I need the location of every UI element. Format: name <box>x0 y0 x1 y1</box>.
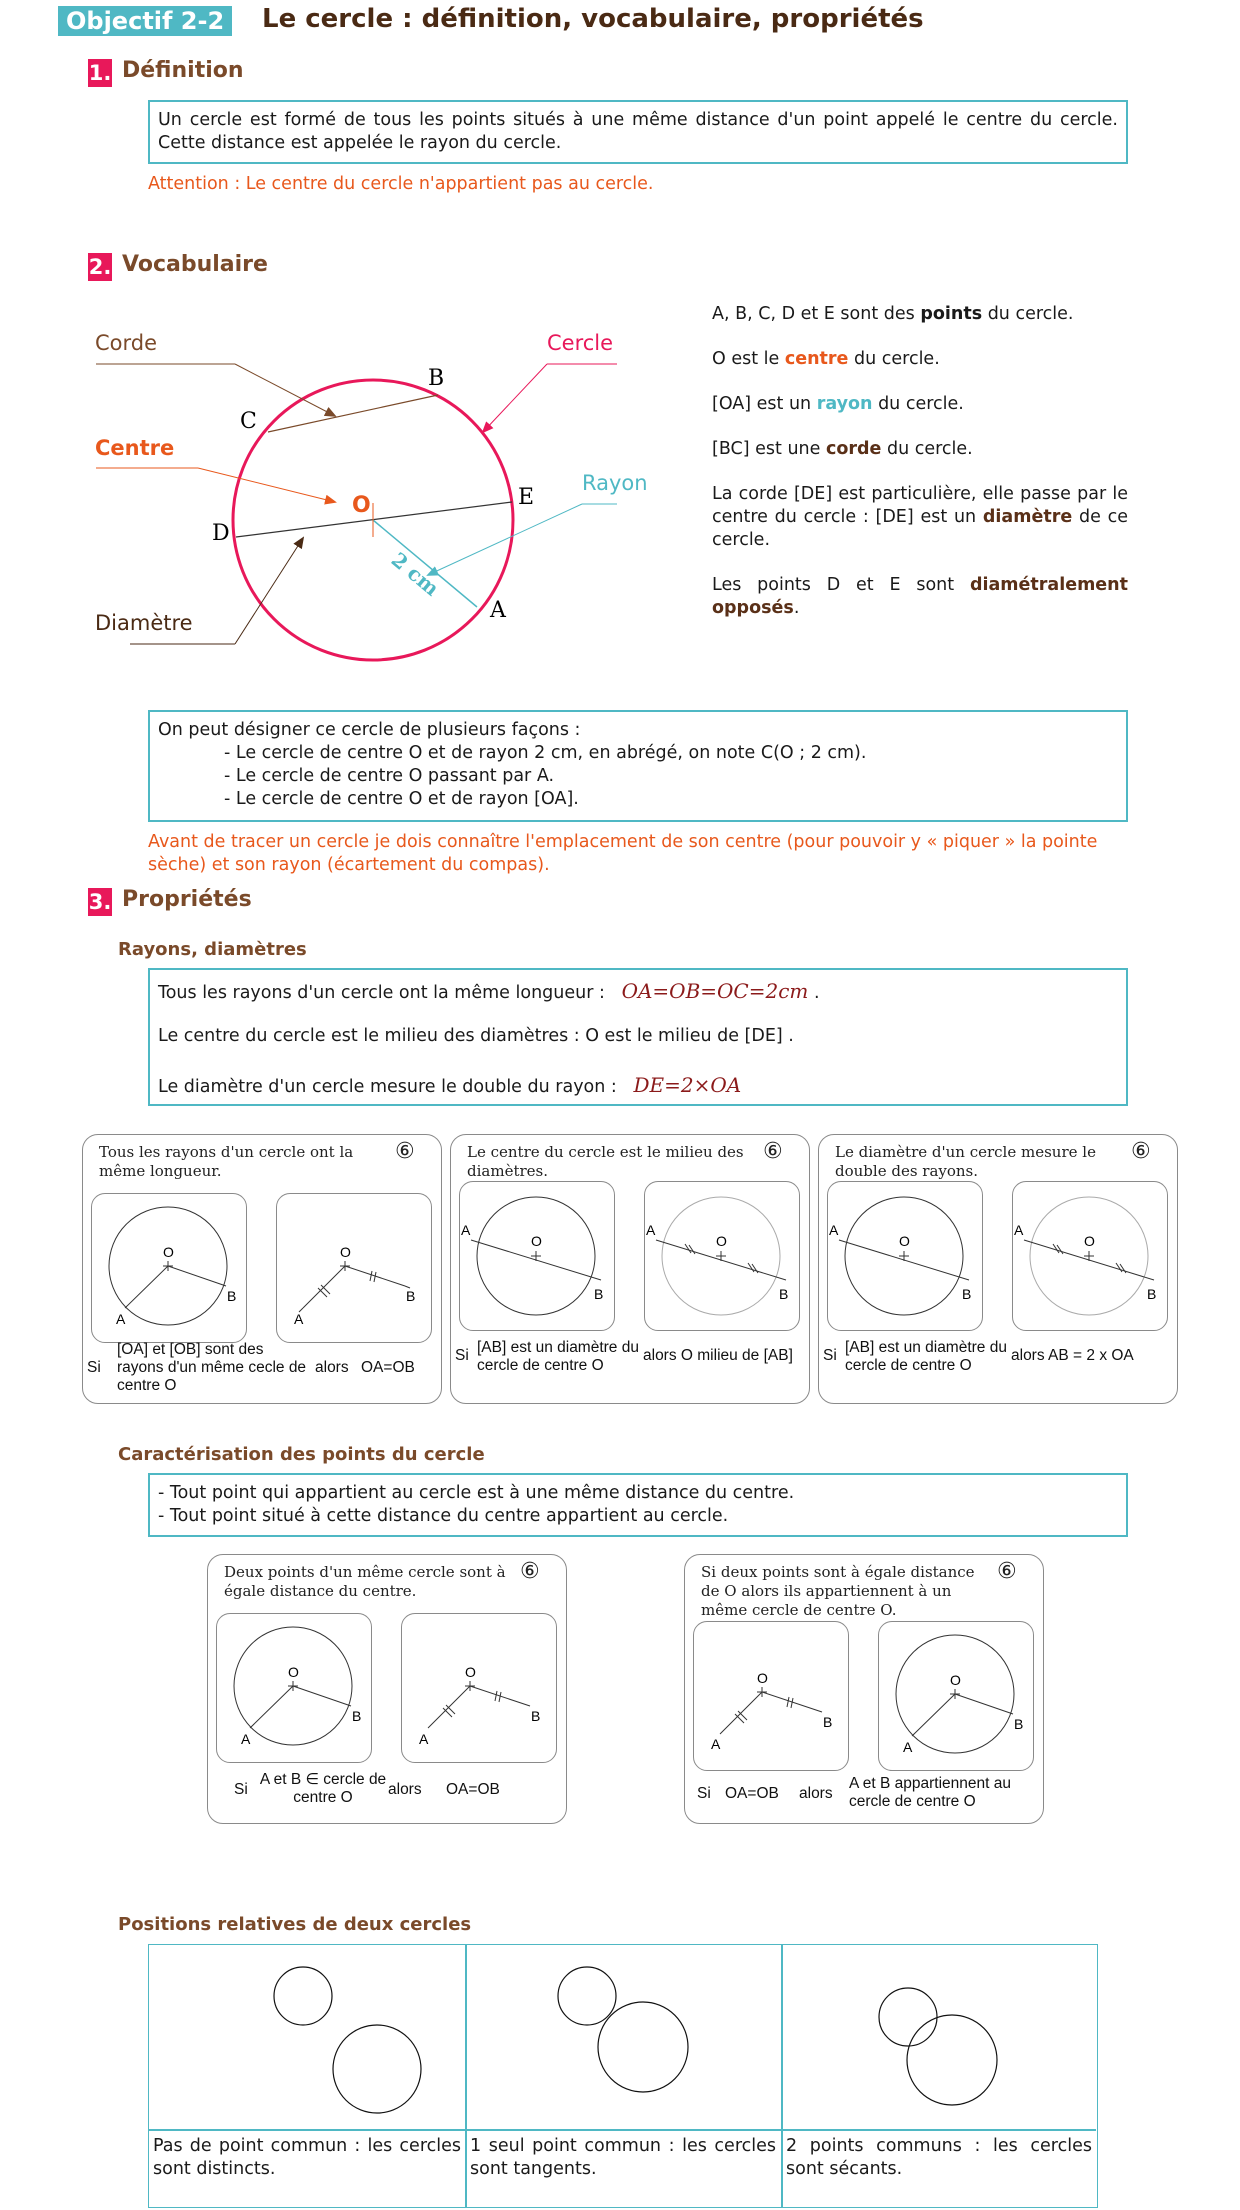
caracterisation-item: - Tout point qui appartient au cercle est à une même distance du centre. <box>158 1483 795 1503</box>
section-1-title: Définition <box>122 58 244 83</box>
positions-figures <box>149 1945 1096 2129</box>
card-alors: alors <box>315 1359 349 1376</box>
svg-text:A: A <box>829 1222 839 1238</box>
card-title: Tous les rayons d'un cercle ont la même longueur. <box>99 1143 354 1180</box>
svg-text:B: B <box>962 1286 972 1302</box>
card-conclusion: alors AB = 2 x OA <box>1011 1347 1134 1364</box>
circle-distinct-small <box>274 1967 332 2025</box>
svg-text:O: O <box>531 1233 542 1249</box>
svg-text:O: O <box>716 1233 727 1249</box>
card-condition: [AB] est un diamètre du cercle de centre O <box>477 1339 639 1374</box>
card-si: Si <box>697 1785 711 1802</box>
svg-text:B: B <box>1147 1286 1157 1302</box>
label-cercle: Cercle <box>547 331 614 355</box>
point-c: C <box>240 409 257 434</box>
card-si: Si <box>87 1359 101 1376</box>
svg-text:A: A <box>116 1311 126 1327</box>
card-si: Si <box>455 1347 469 1364</box>
card-condition: [AB] est un diamètre du cercle de centre O <box>845 1339 1007 1374</box>
point-e: E <box>518 485 535 510</box>
label-centre: Centre <box>95 436 175 460</box>
card-alors: alors <box>799 1785 833 1802</box>
svg-text:B: B <box>779 1286 789 1302</box>
circle-distinct-large <box>333 2025 421 2113</box>
card-title: Le centre du cercle est le milieu des diamètres. <box>467 1143 744 1180</box>
property-card-belongs <box>684 1554 1044 1824</box>
compass-note: Avant de tracer un cercle je dois connaître l'emplacement de son centre (pour pouvoir y « piquer » la pointe sèche) et son rayon (écartement du compas). <box>148 832 1098 875</box>
position-tangent: 1 seul point commun : les cercles sont tangents. <box>470 2136 776 2179</box>
property-card-double <box>818 1134 1178 1404</box>
svg-text:A: A <box>294 1311 304 1327</box>
card-title: Deux points d'un même cercle sont à égale distance du centre. <box>224 1563 506 1600</box>
card-condition: A et B ∈ cercle de centre O <box>259 1771 387 1806</box>
circle-secant-small <box>879 1988 937 2046</box>
definition-warning: Attention : Le centre du cercle n'appartient pas au cercle. <box>148 174 654 194</box>
property-card-radii <box>82 1134 442 1404</box>
definition-box: Un cercle est formé de tous les points situés à une même distance d'un point appelé le centre du cercle. Cette distance est appelée le rayon du cercle. <box>148 100 1128 164</box>
card-title: Le diamètre d'un cercle mesure le double des rayons. <box>835 1143 1096 1180</box>
svg-text:B: B <box>823 1714 833 1730</box>
section-3-number: 3. <box>88 890 112 914</box>
property-diameter: Le diamètre d'un cercle mesure le double du rayon : DE=2×OA <box>158 1073 742 1097</box>
svg-text:O: O <box>340 1244 351 1260</box>
svg-text:A: A <box>241 1731 251 1747</box>
label-rayon: Rayon <box>582 471 648 495</box>
card-conclusion: alors O milieu de [AB] <box>643 1347 793 1364</box>
label-o: O <box>352 493 371 518</box>
svg-text:B: B <box>594 1286 604 1302</box>
card-si: Si <box>823 1347 837 1364</box>
card-condition: OA=OB <box>725 1785 779 1802</box>
subsection-caracterisation: Caractérisation des points du cercle <box>118 1444 485 1465</box>
designation-intro: On peut désigner ce cercle de plusieurs façons : <box>158 720 581 740</box>
diameter-de <box>236 502 512 537</box>
svg-text:A: A <box>903 1739 913 1755</box>
caracterisation-box <box>148 1473 1128 1537</box>
svg-text:O: O <box>465 1664 476 1680</box>
card-conclusion: OA=OB <box>446 1781 500 1798</box>
subsection-positions: Positions relatives de deux cercles <box>118 1914 472 1935</box>
card-conclusion: A et B appartiennent au cercle de centre O <box>849 1775 1012 1810</box>
svg-text:B: B <box>1014 1716 1024 1732</box>
svg-text:O: O <box>1084 1233 1095 1249</box>
property-radii: Tous les rayons d'un cercle ont la même longueur : OA=OB=OC=2cm . <box>158 979 820 1003</box>
svg-text:O: O <box>163 1244 174 1260</box>
svg-text:B: B <box>531 1708 541 1724</box>
label-2cm: 2 cm <box>386 547 444 601</box>
designation-item: - Le cercle de centre O et de rayon 2 cm, en abrégé, on note C(O ; 2 cm). <box>224 743 867 763</box>
circle-tangent-small <box>558 1967 616 2025</box>
card-condition: [OA] et [OB] sont des rayons d'un même cecle de centre O <box>117 1341 307 1394</box>
svg-text:B: B <box>352 1708 362 1724</box>
svg-text:O: O <box>757 1670 768 1686</box>
card-conclusion: OA=OB <box>361 1359 415 1376</box>
designation-item: - Le cercle de centre O et de rayon [OA]. <box>224 789 579 809</box>
card-si: Si <box>234 1781 248 1798</box>
subsection-rayons: Rayons, diamètres <box>118 939 307 960</box>
section-2-title: Vocabulaire <box>122 252 268 277</box>
caracterisation-item: - Tout point situé à cette distance du centre appartient au cercle. <box>158 1506 729 1526</box>
page-title: Le cercle : définition, vocabulaire, propriétés <box>262 4 924 34</box>
copyright-icon: ⑥ <box>395 1139 415 1164</box>
property-center: Le centre du cercle est le milieu des diamètres : O est le milieu de [DE] . <box>158 1026 794 1046</box>
copyright-icon: ⑥ <box>1131 1139 1151 1164</box>
svg-text:A: A <box>461 1222 471 1238</box>
circle-secant-large <box>907 2015 997 2105</box>
designation-item: - Le cercle de centre O passant par A. <box>224 766 555 786</box>
designation-box <box>148 710 1128 822</box>
copyright-icon: ⑥ <box>763 1139 783 1164</box>
card-alors: alors <box>388 1781 422 1798</box>
svg-text:O: O <box>288 1664 299 1680</box>
svg-text:A: A <box>419 1731 429 1747</box>
label-corde: Corde <box>95 331 158 355</box>
svg-text:A: A <box>646 1222 656 1238</box>
position-distinct: Pas de point commun : les cercles sont distincts. <box>153 2136 461 2179</box>
position-secant: 2 points communs : les cercles sont sécants. <box>786 2136 1092 2179</box>
copyright-icon: ⑥ <box>997 1559 1017 1584</box>
circle-tangent-large <box>598 2002 688 2092</box>
property-card-midpoint <box>450 1134 810 1404</box>
section-2-number: 2. <box>88 255 112 279</box>
label-diametre: Diamètre <box>95 611 193 635</box>
chord-bc <box>268 395 438 432</box>
point-b: B <box>428 366 445 391</box>
svg-text:A: A <box>711 1736 721 1752</box>
svg-text:O: O <box>950 1672 961 1688</box>
point-d: D <box>212 521 230 546</box>
svg-text:B: B <box>406 1288 416 1304</box>
property-card-equal-distance <box>207 1554 567 1824</box>
positions-table <box>148 1944 1098 2208</box>
properties-box <box>148 968 1128 1106</box>
vocabulary-diagram <box>0 300 700 680</box>
svg-text:A: A <box>1014 1222 1024 1238</box>
svg-text:B: B <box>227 1288 237 1304</box>
section-3-title: Propriétés <box>122 887 252 912</box>
card-title: Si deux points sont à égale distance de O alors ils appartiennent à un même cercle de centre O. <box>701 1563 975 1619</box>
svg-text:O: O <box>899 1233 910 1249</box>
vocabulary-text: A, B, C, D et E sont des points du cercle. O est le centre du cercle. [OA] est un rayon du cercle. [BC] est une corde du cercle. La corde [DE] est particulière, elle passe par le centre du cercle : [DE] est un diamètre de ce cercle. Les points D et E sont diamétralement opposés. <box>712 304 1128 618</box>
objective-badge: Objectif 2-2 <box>58 6 232 36</box>
copyright-icon: ⑥ <box>520 1559 540 1584</box>
section-1-number: 1. <box>88 61 112 85</box>
point-a: A <box>490 598 506 623</box>
